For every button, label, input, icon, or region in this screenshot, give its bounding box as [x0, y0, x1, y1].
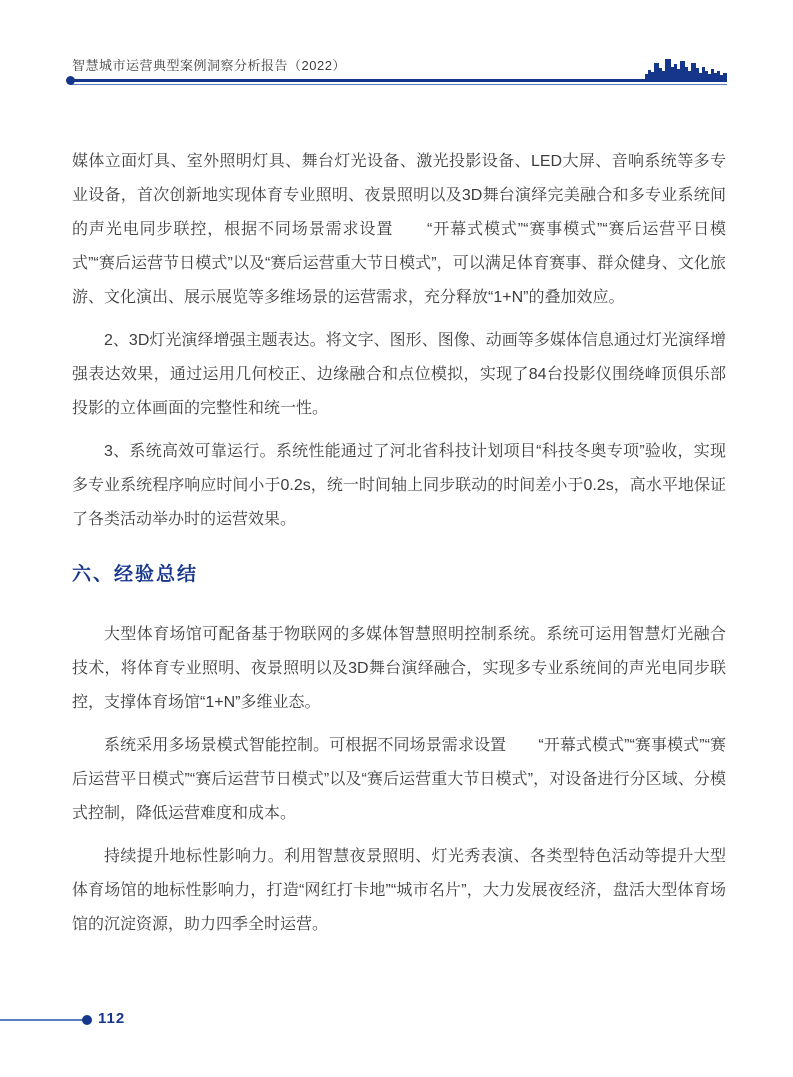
- paragraph: 大型体育场馆可配备基于物联网的多媒体智慧照明控制系统。系统可运用智慧灯光融合技术，将体育专业照明、夜景照明以及3D舞台演绎融合，实现多专业系统间的声光电同步联控，支撑体育场馆“1+N”多维业态。: [72, 626, 726, 711]
- report-header-title: 智慧城市运营典型案例洞察分析报告（2022）: [72, 58, 346, 73]
- header-rule-dot-icon: [66, 76, 75, 85]
- page-number: 112: [98, 1010, 126, 1027]
- paragraph: 媒体立面灯具、室外照明灯具、舞台灯光设备、激光投影设备、LED大屏、音响系统等多专业设备，首次创新地实现体育专业照明、夜景照明以及3D舞台演绎完美融合和多专业系统间的声光电同步联控，根据不同场景需求设置 “开幕式模式”“赛事模式”“赛后运营平日模式”“赛后运营节日模式”以及“赛后运营重大节日模式”，可以满足体育赛事、群众健身、文化旅游、文化演出、展示展览等多维场景的运营需求，充分释放“1+N”的叠加效应。: [72, 153, 726, 306]
- section-heading: 六、经验总结: [72, 564, 199, 585]
- header-rule: [70, 79, 727, 85]
- header-rule-thick-line: [70, 79, 727, 82]
- footer-rule: [0, 1019, 86, 1021]
- footer-dot-icon: [82, 1015, 92, 1025]
- page-body: [72, 145, 726, 951]
- paragraph: 系统采用多场景模式智能控制。可根据不同场景需求设置 “开幕式模式”“赛事模式”“赛后运营平日模式”“赛后运营节日模式”以及“赛后运营重大节日模式”，对设备进行分区域、分模式控制，降低运营难度和成本。: [72, 737, 726, 822]
- city-skyline-icon: [645, 55, 727, 80]
- paragraph: 3、系统高效可靠运行。系统性能通过了河北省科技计划项目“科技冬奥专项”验收，实现多专业系统程序响应时间小于0.2s，统一时间轴上同步联动的时间差小于0.2s，高水平地保证了各类活动举办时的运营效果。: [72, 443, 726, 528]
- paragraph: 2、3D灯光演绎增强主题表达。将文字、图形、图像、动画等多媒体信息通过灯光演绎增强表达效果，通过运用几何校正、边缘融合和点位模拟，实现了84台投影仪围绕峰顶俱乐部投影的立体画面的完整性和统一性。: [72, 332, 726, 417]
- header-rule-thin-line: [70, 84, 727, 85]
- paragraph: 持续提升地标性影响力。利用智慧夜景照明、灯光秀表演、各类型特色活动等提升大型体育场馆的地标性影响力，打造“网红打卡地”“城市名片”，大力发展夜经济，盘活大型体育场馆的沉淀资源，助力四季全时运营。: [72, 848, 726, 933]
